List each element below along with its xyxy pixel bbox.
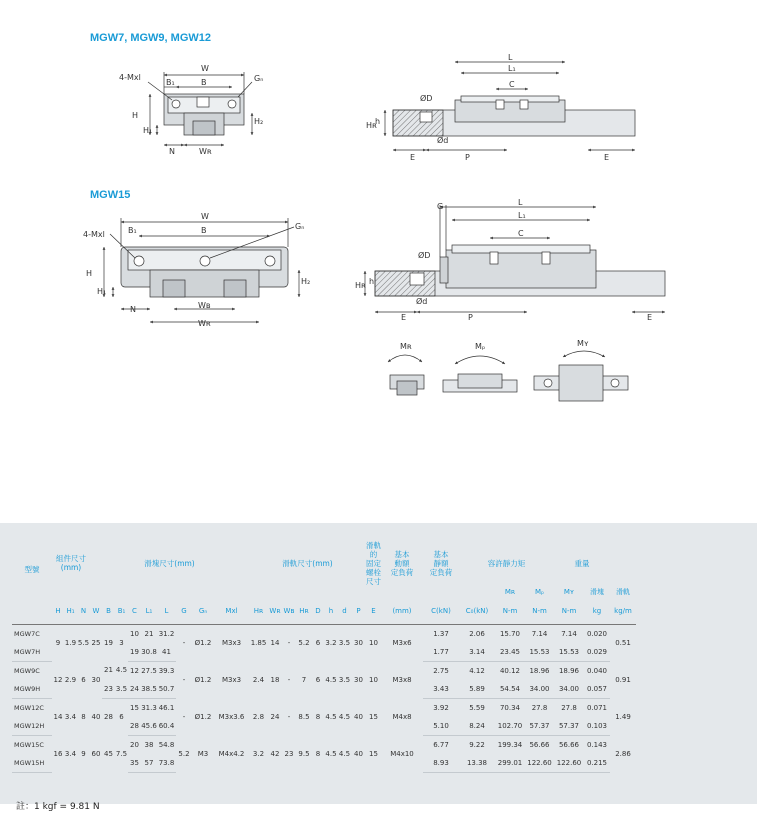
label-b: B xyxy=(201,78,207,87)
table-cell: M3x3 xyxy=(221,675,242,684)
table-cell: 10 xyxy=(369,638,378,647)
table-cell: 3.14 xyxy=(459,643,495,662)
label-e-right: E xyxy=(604,153,610,162)
label-h: H xyxy=(86,269,93,278)
table-cell: 122.60 xyxy=(525,754,554,773)
label-wr: Wʀ xyxy=(198,319,211,328)
table-cell: 45.6 xyxy=(141,717,157,736)
table-cell: 57.37 xyxy=(554,717,584,736)
table-cell: 46.1 xyxy=(158,703,175,712)
table-cell: 23.45 xyxy=(495,643,525,662)
table-cell: 54.8 xyxy=(158,740,175,749)
label-p: P xyxy=(465,153,470,162)
table-cell: 4.12 xyxy=(469,666,485,675)
label-gn: Gₙ xyxy=(295,222,305,231)
moment-icons xyxy=(388,351,628,401)
table-cell: 4.5 xyxy=(338,749,351,758)
table-cell: 23 xyxy=(102,680,115,699)
table-cell: 6 xyxy=(315,638,321,647)
table-cell: 5.89 xyxy=(459,680,495,699)
table-cell: 7.14 xyxy=(561,629,577,638)
label-h: h xyxy=(369,277,375,286)
label-l: L xyxy=(518,198,523,207)
label-mp: Mₚ xyxy=(475,342,486,351)
label-h: h xyxy=(375,117,381,126)
label-e: E xyxy=(401,313,407,322)
table-cell: 1.9 xyxy=(64,638,77,647)
front-view-small xyxy=(148,72,252,145)
table-cell: 3.4 xyxy=(64,749,77,758)
table-cell: 0.103 xyxy=(584,717,610,736)
table-cell: 34.00 xyxy=(554,680,584,699)
table-cell: 6 xyxy=(315,675,321,684)
table-cell: 15 xyxy=(369,712,378,721)
table-cell: 0.071 xyxy=(586,703,608,712)
column-header: C xyxy=(128,598,141,624)
header-dynamic: 基本 動額 定負荷 xyxy=(390,549,414,577)
table-cell: 42 xyxy=(270,749,280,758)
label-h: H xyxy=(132,111,139,120)
table-cell: 9 xyxy=(55,638,61,647)
label-b1: B₁ xyxy=(166,78,175,87)
label-h1: H₁ xyxy=(143,126,153,135)
table-row xyxy=(12,624,636,643)
table-cell: Ø1.2 xyxy=(194,712,212,721)
label-d: Ød xyxy=(437,136,449,145)
label-b1: B₁ xyxy=(128,226,137,235)
table-cell: 2.06 xyxy=(469,629,485,638)
table-cell: 23 xyxy=(284,749,294,758)
label-mr: Mʀ xyxy=(400,342,412,351)
column-header: Wʀ xyxy=(268,598,282,624)
table-cell: 0.51 xyxy=(615,638,631,647)
table-cell: 9.22 xyxy=(469,740,485,749)
label-e: E xyxy=(410,153,416,162)
table-cell: 19 xyxy=(128,643,141,662)
table-cell: 60 xyxy=(91,749,101,758)
table-cell: 4.5 xyxy=(325,749,337,758)
table-cell: 24 xyxy=(128,680,141,699)
table-cell: 3.2 xyxy=(252,749,265,758)
table-cell: 21 xyxy=(104,666,113,675)
table-cell: - xyxy=(182,712,186,721)
table-cell: 27.8 xyxy=(531,703,548,712)
table-cell: 0.040 xyxy=(586,666,608,675)
column-header: D xyxy=(312,598,324,624)
table-cell: 15.53 xyxy=(525,643,554,662)
table-cell: 1.85 xyxy=(250,638,267,647)
table-cell: 10 xyxy=(369,675,378,684)
table-cell: 5.59 xyxy=(469,703,485,712)
table-cell: M4x10 xyxy=(390,749,414,758)
label-w: W xyxy=(201,64,209,73)
table-cell: 34.00 xyxy=(525,680,554,699)
table-cell: 2.8 xyxy=(252,712,265,721)
table-cell: 56.66 xyxy=(558,740,580,749)
column-header: G xyxy=(176,598,192,624)
table-cell: M4x4.2 xyxy=(218,749,245,758)
column-header: L₁ xyxy=(141,598,157,624)
label-n: N xyxy=(169,147,175,156)
table-cell: 60.4 xyxy=(157,717,176,736)
column-header: Wʙ xyxy=(282,598,296,624)
label-l1: L₁ xyxy=(518,211,526,220)
model-cell: MGW15H xyxy=(12,754,52,773)
table-cell: 3.5 xyxy=(338,675,351,684)
label-gn: Gₙ xyxy=(254,74,264,83)
table-cell: 27.8 xyxy=(561,703,577,712)
model-cell: MGW7C xyxy=(14,629,40,638)
table-cell: 4.5 xyxy=(325,675,337,684)
model-cell: MGW12H xyxy=(12,717,52,736)
header-moment: 容許靜力矩 xyxy=(487,558,526,568)
model-cell: MGW12C xyxy=(14,703,44,712)
label-wb: Wʙ xyxy=(198,301,211,310)
section-title-mgw7: MGW7, MGW9, MGW12 xyxy=(90,32,211,44)
table-cell: 5.2 xyxy=(178,749,190,758)
label-hr: Hʀ xyxy=(355,281,366,290)
table-cell: - xyxy=(287,675,291,684)
table-cell: 70.34 xyxy=(499,703,521,712)
header-rail-weight: 滑軌 xyxy=(616,588,630,596)
label-g: G xyxy=(437,202,444,211)
table-cell: 9 xyxy=(81,749,86,758)
table-cell: 15 xyxy=(369,749,378,758)
table-cell: 15.70 xyxy=(499,629,521,638)
table-cell: 8 xyxy=(81,712,86,721)
unit-header: N-m xyxy=(495,598,525,624)
table-cell: 40 xyxy=(91,712,101,721)
label-od: ØD xyxy=(420,94,433,103)
table-cell: 30 xyxy=(354,638,363,647)
table-cell: 21 xyxy=(144,629,154,638)
table-cell: 0.020 xyxy=(586,629,608,638)
table-cell: 0.057 xyxy=(584,680,610,699)
table-cell: Ø1.2 xyxy=(194,638,212,647)
table-cell: 2.4 xyxy=(252,675,265,684)
table-cell: 28 xyxy=(128,717,141,736)
table-cell: 6.77 xyxy=(433,740,449,749)
header-mr: Mʀ xyxy=(504,588,516,596)
table-cell: 0.215 xyxy=(584,754,610,773)
column-header: B₁ xyxy=(115,598,128,624)
model-cell: MGW7H xyxy=(12,643,52,662)
table-cell: 3.5 xyxy=(338,638,351,647)
side-view-small xyxy=(385,62,635,150)
table-cell: 0.143 xyxy=(586,740,608,749)
label-mxl: 4-Mxl xyxy=(83,230,105,239)
column-header: H xyxy=(52,598,64,624)
table-cell: 3.4 xyxy=(64,712,77,721)
table-cell: 14 xyxy=(53,712,63,721)
table-cell: 15.53 xyxy=(554,643,584,662)
unit-header: N-m xyxy=(525,598,554,624)
table-cell: 4.5 xyxy=(338,712,351,721)
table-cell: 5.10 xyxy=(423,717,459,736)
table-cell: 4.5 xyxy=(325,712,337,721)
table-cell: 102.70 xyxy=(495,717,525,736)
column-header: Hʀ xyxy=(249,598,268,624)
table-cell: 8.93 xyxy=(423,754,459,773)
header-rail: 滑軌尺寸(mm) xyxy=(282,558,333,568)
label-l1: L₁ xyxy=(508,64,516,73)
label-c: C xyxy=(509,80,515,89)
table-cell: 7 xyxy=(301,675,307,684)
table-cell: 38 xyxy=(144,740,154,749)
table-cell: 31.2 xyxy=(158,629,175,638)
table-cell: 38.5 xyxy=(141,680,157,699)
table-cell: 18.96 xyxy=(529,666,550,675)
table-cell: 25 xyxy=(91,638,101,647)
column-header: C(kN) xyxy=(423,598,459,624)
table-row xyxy=(12,698,636,717)
label-b: B xyxy=(201,226,207,235)
column-header: Gₙ xyxy=(192,598,214,624)
table-cell: 6 xyxy=(81,675,86,684)
table-cell: 0.029 xyxy=(584,643,610,662)
table-cell: 40 xyxy=(354,749,363,758)
column-header: C₀(kN) xyxy=(459,598,495,624)
spec-table xyxy=(12,540,636,773)
label-l: L xyxy=(508,53,513,62)
footnote: 註：1 kgf = 9.81 N xyxy=(16,802,100,812)
label-p: P xyxy=(468,313,473,322)
table-cell: 39.3 xyxy=(158,666,175,675)
table-cell: 1.37 xyxy=(433,629,449,638)
label-d: Ød xyxy=(416,297,428,306)
table-cell: 3.5 xyxy=(115,680,128,699)
column-header: E xyxy=(366,598,381,624)
table-cell: 2.86 xyxy=(615,749,631,758)
table-cell: 8 xyxy=(315,749,321,758)
table-cell: 8.5 xyxy=(298,712,310,721)
label-c: C xyxy=(518,229,524,238)
table-cell: 4.5 xyxy=(115,666,128,675)
table-cell: 57 xyxy=(141,754,157,773)
column-header: h xyxy=(324,598,338,624)
table-cell: - xyxy=(287,712,291,721)
column-header: Mxl xyxy=(214,598,249,624)
table-cell: 18 xyxy=(270,675,280,684)
table-cell: 31.3 xyxy=(141,703,157,712)
table-cell: 0.91 xyxy=(615,675,631,684)
table-cell: M4x8 xyxy=(392,712,412,721)
model-cell: MGW9H xyxy=(12,680,52,699)
table-cell: 20 xyxy=(130,740,139,749)
table-cell: 27.5 xyxy=(141,666,157,675)
header-mp: Mₚ xyxy=(534,588,545,596)
table-cell: 122.60 xyxy=(554,754,584,773)
column-header: W xyxy=(90,598,102,624)
label-hr: Hʀ xyxy=(366,121,377,130)
table-cell: M3 xyxy=(197,749,209,758)
table-cell: 6 xyxy=(119,712,124,721)
table-cell: M3x3.6 xyxy=(218,712,245,721)
moment-icon-labels xyxy=(400,339,589,351)
header-weight: 重量 xyxy=(574,558,590,568)
table-cell: 199.34 xyxy=(497,740,523,749)
table-cell: 3.43 xyxy=(423,680,459,699)
table-cell: Ø1.2 xyxy=(194,675,212,684)
table-cell: M3x6 xyxy=(392,638,412,647)
table-cell: - xyxy=(182,638,186,647)
column-header: B xyxy=(102,598,115,624)
label-h1: H₁ xyxy=(97,287,107,296)
table-cell: 30 xyxy=(91,675,101,684)
column-header-row xyxy=(12,598,636,624)
label-wr: Wʀ xyxy=(199,147,212,156)
label-e-right: E xyxy=(647,313,653,322)
table-cell: 2.75 xyxy=(433,666,449,675)
table-cell: 41 xyxy=(157,643,176,662)
section-title-mgw15: MGW15 xyxy=(90,189,131,201)
column-header: L xyxy=(157,598,176,624)
table-cell: 2.9 xyxy=(64,675,77,684)
column-header: N xyxy=(77,598,90,624)
table-cell: 45 xyxy=(104,749,113,758)
label-my: Mʏ xyxy=(577,339,589,348)
table-cell: 54.54 xyxy=(495,680,525,699)
column-header: d xyxy=(338,598,351,624)
unit-header: N-m xyxy=(554,598,584,624)
label-w: W xyxy=(201,212,209,221)
column-header: H₁ xyxy=(64,598,77,624)
table-cell: 9.5 xyxy=(298,749,310,758)
column-header: Hʀ xyxy=(296,598,312,624)
table-cell: 3 xyxy=(119,638,124,647)
table-cell: 15 xyxy=(130,703,139,712)
table-cell: 56.66 xyxy=(529,740,550,749)
header-static: 基本 靜額 定負荷 xyxy=(429,549,453,577)
table-cell: 7.14 xyxy=(531,629,548,638)
table-cell: M3x3 xyxy=(221,638,242,647)
unit-header: kg/m xyxy=(610,598,636,624)
table-row xyxy=(12,735,636,754)
table-cell: 28 xyxy=(104,712,113,721)
table-cell: - xyxy=(287,638,291,647)
column-header: P xyxy=(351,598,366,624)
table-cell: 5.2 xyxy=(298,638,310,647)
header-block: 滑塊尺寸(mm) xyxy=(144,558,195,568)
table-cell: 1.49 xyxy=(615,712,631,721)
table-cell: 1.77 xyxy=(423,643,459,662)
table-cell: 13.38 xyxy=(459,754,495,773)
table-cell: 16 xyxy=(53,749,63,758)
model-cell: MGW15C xyxy=(14,740,44,749)
table-cell: 30 xyxy=(354,675,363,684)
table-cell: 57.37 xyxy=(525,717,554,736)
table-cell: 10 xyxy=(130,629,139,638)
table-cell: 8.24 xyxy=(459,717,495,736)
table-cell: 12 xyxy=(130,666,139,675)
table-cell: 7.5 xyxy=(115,749,128,758)
table-cell: M3x8 xyxy=(392,675,412,684)
table-cell: 5.5 xyxy=(77,638,90,647)
model-cell: MGW9C xyxy=(14,666,40,675)
table-cell: 14 xyxy=(270,638,280,647)
table-cell: - xyxy=(182,675,186,684)
label-h2: H₂ xyxy=(301,277,311,286)
table-cell: 19 xyxy=(104,638,113,647)
table-cell: 18.96 xyxy=(558,666,580,675)
table-cell: 3.2 xyxy=(325,638,337,647)
unit-header: kg xyxy=(584,598,610,624)
table-cell: 30.8 xyxy=(141,643,157,662)
header-model: 型號 xyxy=(24,564,40,574)
table-cell: 50.7 xyxy=(157,680,176,699)
header-block-weight: 滑塊 xyxy=(590,588,604,596)
table-cell: 35 xyxy=(128,754,141,773)
table-cell: 73.8 xyxy=(157,754,176,773)
table-cell: 8 xyxy=(315,712,321,721)
label-mxl: 4-Mxl xyxy=(119,73,141,82)
table-cell: 299.01 xyxy=(495,754,525,773)
label-od: ØD xyxy=(418,251,431,260)
table-cell: 3.92 xyxy=(433,703,449,712)
header-my: Mʏ xyxy=(563,588,575,596)
table-cell: 40 xyxy=(354,712,363,721)
label-n: N xyxy=(130,305,136,314)
label-h2: H₂ xyxy=(254,117,264,126)
table-row xyxy=(12,661,636,680)
column-header: (mm) xyxy=(381,598,423,624)
header-assembly: 組件尺寸 (mm) xyxy=(56,554,86,572)
side-view-large xyxy=(365,205,665,312)
header-bolt: 滑軌的 固定螺栓 尺寸 xyxy=(366,540,381,586)
table-cell: 24 xyxy=(270,712,280,721)
table-cell: 12 xyxy=(53,675,63,684)
table-cell: 40.12 xyxy=(499,666,521,675)
